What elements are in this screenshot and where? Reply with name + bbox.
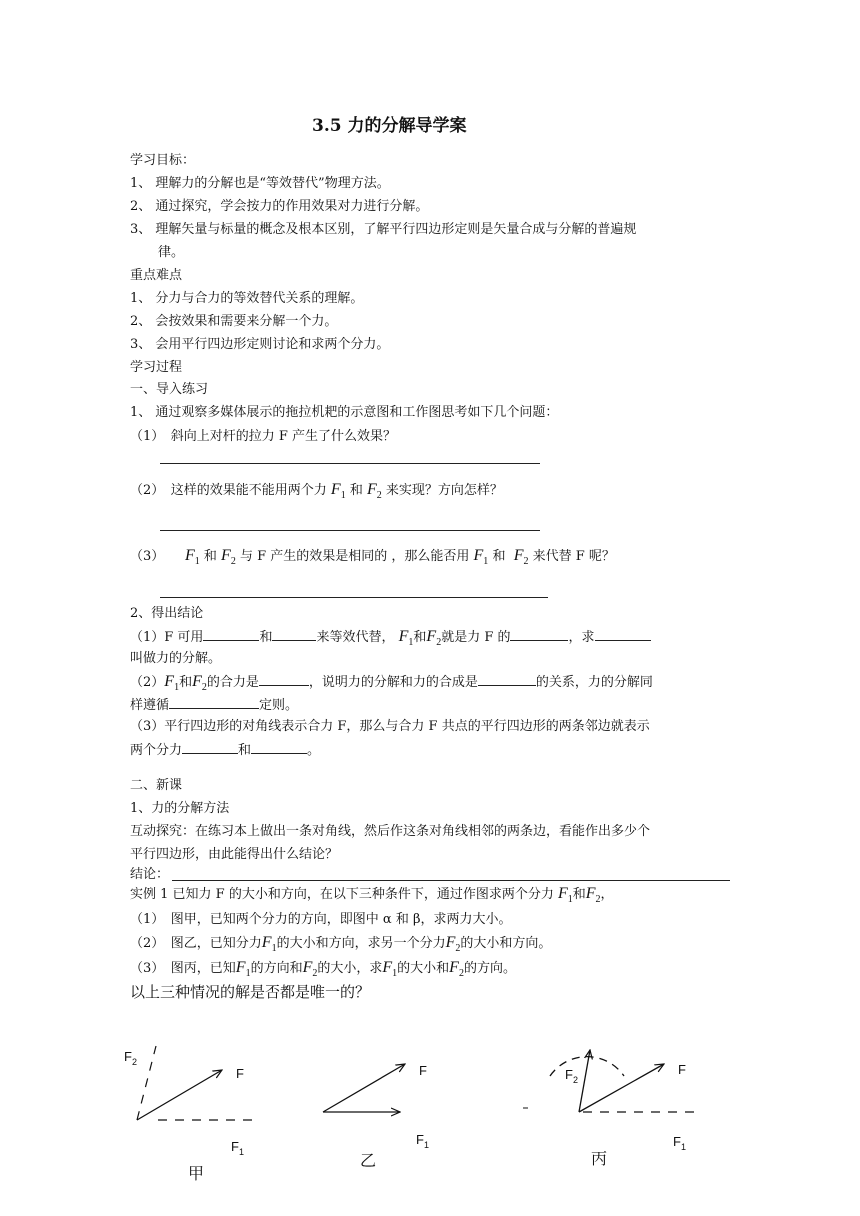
label-f1: $F_1$ xyxy=(673,1134,686,1152)
conclusion-heading: 2、得出结论 xyxy=(130,606,204,621)
blank[interactable] xyxy=(595,627,651,641)
key-point-item: 3、 会用平行四边形定则讨论和求两个分力。 xyxy=(130,337,390,352)
symbol-f1: $F_1$ xyxy=(382,959,398,980)
label-f1: $F_1$ xyxy=(416,1132,429,1150)
blank[interactable] xyxy=(478,672,536,686)
question-2: （2） 这样的效果能不能用两个力 $F_1$ 和 $F_2$ 来实现？方向怎样？ xyxy=(130,481,503,502)
new-lesson-heading: 二、新课 xyxy=(130,778,183,793)
blank[interactable] xyxy=(510,627,568,641)
intro-text: 1、 通过观察多媒体展示的拖拉机耙的示意图和工作图思考如下几个问题： xyxy=(130,405,559,420)
case-1: （1） 图甲，已知两个分力的方向，即图中 α 和 β，求两力大小。 xyxy=(130,912,512,927)
objectives-heading: 学习目标： xyxy=(130,153,196,168)
caption-yi: 乙 xyxy=(360,1151,377,1170)
key-point-item: 1、 分力与合力的等效替代关系的理解。 xyxy=(130,291,364,306)
question-3: （3） $F_1$ 和 $F_2$ 与 F 产生的效果是相同的 ，那么能否用 $F_1$ 和 $F_2$ 来代替 F 呢？ xyxy=(130,547,615,568)
case-2: （2） 图乙，已知分力$F_1$的大小和方向，求另一个分力$F_2$的大小和方向。 xyxy=(130,934,552,955)
symbol-f1: $F_1$ xyxy=(398,628,414,649)
symbol-f2: $F_2$ xyxy=(367,481,382,502)
symbol-f1: $F_1$ xyxy=(235,959,251,980)
answer-line-3[interactable] xyxy=(160,597,548,598)
figure-yi xyxy=(323,1063,429,1170)
key-points-heading: 重点难点 xyxy=(130,268,183,283)
result-label: 结论： xyxy=(130,867,170,882)
new-lesson-sub: 1、力的分解方法 xyxy=(130,801,230,816)
label-f1: $F_1$ xyxy=(231,1139,244,1157)
caption-bing: 丙 xyxy=(591,1149,608,1168)
symbol-f2: $F_2$ xyxy=(302,959,318,980)
force-f-arrow xyxy=(579,1064,664,1112)
part1-heading: 一、导入练习 xyxy=(130,382,209,397)
force-f-arrow xyxy=(323,1064,405,1112)
objective-item: 1、 理解力的分解也是“等效替代”物理方法。 xyxy=(130,176,390,191)
page-title: 3.5 力的分解导学案 xyxy=(312,116,467,136)
blank[interactable] xyxy=(272,627,316,641)
example-1: 实例 1 已知力 F 的大小和方向，在以下三种条件下，通过作图求两个分力 $F_1$和$F_2$， xyxy=(130,885,614,906)
blank[interactable] xyxy=(251,740,307,754)
conclusion-1-cont: 叫做力的分解。 xyxy=(130,651,222,666)
figures xyxy=(0,1016,860,1216)
result-line[interactable] xyxy=(172,880,730,881)
figure-jia xyxy=(124,1046,252,1183)
conclusion-3: （3）平行四边形的对角线表示合力 F，那么与合力 F 共点的平行四边形的两条邻边就表示 xyxy=(130,719,650,734)
symbol-f2: $F_2$ xyxy=(449,959,464,980)
conclusion-2: $(2)F_1$和$F_2$的合力是 ，说明力的分解和力的合成是 的关系，力的分解同 xyxy=(130,673,653,694)
answer-line-2[interactable] xyxy=(160,530,540,531)
explore-text: 互动探究：在练习本上做出一条对角线，然后作这条对角线相邻的两条边，看能作出多少个 xyxy=(130,824,651,839)
blank[interactable] xyxy=(259,672,309,686)
symbol-f2: $F_2$ xyxy=(192,673,207,694)
conclusion-2-cont: 样遵循 定则。 xyxy=(130,695,298,714)
objective-item: 律。 xyxy=(158,245,185,260)
process-heading: 学习过程 xyxy=(130,360,183,375)
uniqueness-question: 以上三种情况的解是否都是唯一的？ xyxy=(130,983,371,1001)
label-f: F xyxy=(236,1066,244,1081)
symbol-f1: $F_1$ xyxy=(330,481,346,502)
symbol-f2: $F_2$ xyxy=(513,547,529,568)
blank[interactable] xyxy=(169,695,259,709)
symbol-f1: $F_1$ xyxy=(184,547,200,568)
objective-item: 2、 通过探究，学会按力的作用效果对力进行分解。 xyxy=(130,199,429,214)
symbol-f2: $F_2$ xyxy=(445,934,461,955)
blank[interactable] xyxy=(203,627,259,641)
blank[interactable] xyxy=(182,740,238,754)
symbol-f1: $F_1$ xyxy=(261,934,277,955)
case-3: （3） 图丙，已知$F_1$的方向和$F_2$的大小，求$F_1$的大小和$F_2$的方向。 xyxy=(130,959,516,980)
label-f: F xyxy=(678,1062,686,1077)
force-f-arrow xyxy=(137,1070,222,1120)
conclusion-1: （1）F 可用 和 来等效代替， $F_1$和$F_2$就是力 F 的 ，求 xyxy=(130,627,651,651)
key-point-item: 2、 会按效果和需要来分解一个力。 xyxy=(130,314,338,329)
caption-jia: 甲 xyxy=(188,1164,205,1183)
objective-item: 3、 理解矢量与标量的概念及根本区别，了解平行四边形定则是矢量合成与分解的普遍规 xyxy=(130,222,637,237)
symbol-f1: $F_1$ xyxy=(164,673,180,694)
symbol-f2: $F_2$ xyxy=(585,885,601,906)
force-f2-arrow xyxy=(579,1050,590,1112)
label-f2: $F_2$ xyxy=(565,1067,578,1085)
symbol-f1: $F_1$ xyxy=(473,547,489,568)
answer-line-1[interactable] xyxy=(160,463,540,464)
symbol-f1: $F_1$ xyxy=(557,885,573,906)
label-f: F xyxy=(419,1063,427,1078)
explore-text: 平行四边形，由此能得出什么结论？ xyxy=(130,847,339,862)
f2-direction-dashed xyxy=(137,1046,156,1120)
figure-bing xyxy=(523,1050,698,1168)
symbol-f2: $F_2$ xyxy=(426,628,442,649)
question-1: （1） 斜向上对杆的拉力 F 产生了什么效果？ xyxy=(130,429,397,444)
label-f2: $F_2$ xyxy=(124,1049,137,1067)
conclusion-3-cont: 两个分力 和 。 xyxy=(130,740,320,759)
symbol-f2: $F_2$ xyxy=(221,547,236,568)
